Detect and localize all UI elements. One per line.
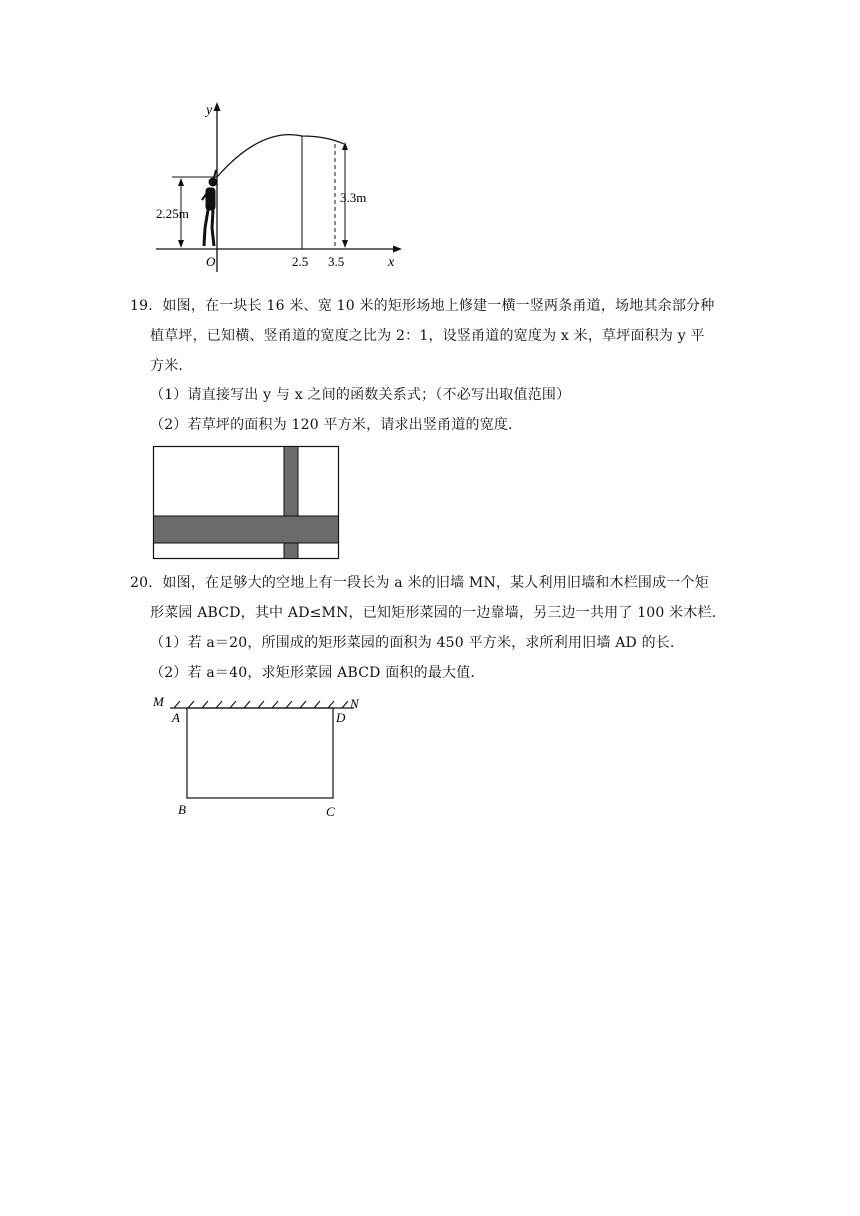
q19-part-1: （1）请直接写出 y 与 x 之间的函数关系式；（不必写出取值范围） [150, 387, 571, 403]
q19-number: 19． [130, 298, 163, 314]
left-dim-arrow-bottom [178, 240, 184, 248]
left-dim-arrow-top [178, 178, 184, 186]
q20-number: 20． [130, 575, 163, 591]
right-height-label: 3.3m [340, 190, 367, 205]
y-axis-arrow [214, 102, 221, 111]
point-D: D [336, 710, 346, 725]
horizontal-road [154, 516, 339, 543]
q20-text-1: 如图，在足够大的空地上有一段长为 a 米的旧墙 MN，某人利用旧墙和木栏围成一个矩 [162, 575, 709, 591]
q19-line-1 [130, 296, 714, 316]
tick-label-3-5: 3.5 [328, 254, 345, 269]
q19-line-2: 植草坪，已知横、竖甬道的宽度之比为 2：1，设竖甬道的宽度为 x 米，草坪面积为 y 平 [150, 328, 705, 344]
right-dim-arrow-bottom [342, 240, 348, 248]
q20-part-1: （1）若 a＝20，所围成的矩形菜园的面积为 450 平方米，求所利用旧墙 AD 的长． [150, 635, 685, 651]
point-N: N [350, 696, 359, 711]
q19-text-1: 如图，在一块长 16 米、宽 10 米的矩形场地上修建一横一竖两条甬道，场地其余部分种 [162, 298, 715, 314]
q20-line-2: 形菜园 ABCD，其中 AD≤MN，已知矩形菜园的一边靠墙，另三边一共用了 100 米木栏． [150, 605, 726, 621]
trajectory-figure [148, 100, 408, 280]
player-figure [202, 170, 217, 246]
q19-part-2: （2）若草坪的面积为 120 平方米，请求出竖甬道的宽度． [150, 417, 523, 433]
y-axis-label: y [206, 103, 213, 118]
tick-label-2-5: 2.5 [292, 254, 309, 269]
left-height-label: 2.25m [156, 206, 189, 221]
point-M: M [153, 694, 164, 709]
point-A: A [172, 710, 180, 725]
wall-hatching [174, 701, 348, 708]
origin-label: O [206, 254, 216, 269]
q19-line-3: 方米． [150, 358, 193, 374]
trajectory-curve [217, 135, 344, 177]
garden-rectangle [187, 708, 333, 798]
x-axis-arrow [393, 246, 402, 253]
q20-part-2: （2）若 a＝40，求矩形菜园 ABCD 面积的最大值． [150, 665, 485, 681]
field-figure [152, 445, 342, 561]
garden-figure [148, 690, 378, 822]
point-C: C [326, 804, 335, 819]
q20-line-1 [130, 573, 709, 593]
point-B: B [178, 802, 186, 817]
x-axis-label: x [388, 255, 395, 270]
